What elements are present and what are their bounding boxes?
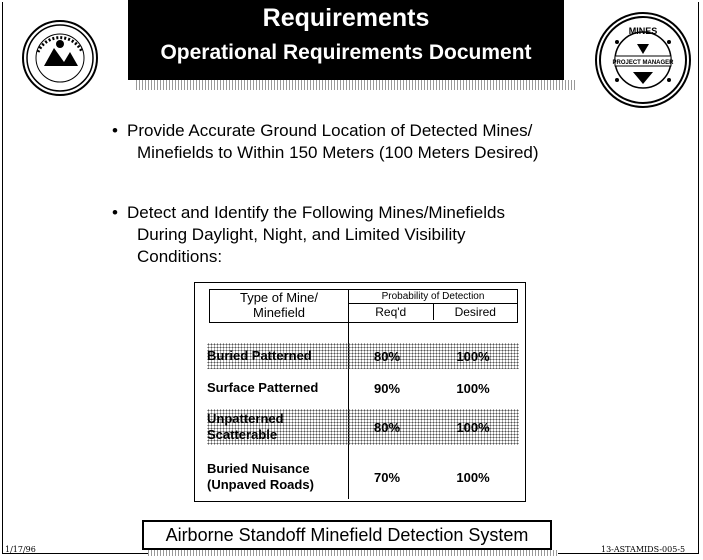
footer-shadow xyxy=(148,550,558,556)
bullet-line: During Daylight, Night, and Limited Visibility xyxy=(137,225,466,244)
table-row xyxy=(207,409,519,445)
bullet-line: Detect and Identify the Following Mines/Minefields xyxy=(127,203,505,222)
header-reqd: Req'd xyxy=(375,305,407,319)
header-desired: Desired xyxy=(433,304,518,320)
slide-date: 1/17/96 xyxy=(5,545,36,554)
footer-title: Airborne Standoff Minefield Detection System xyxy=(142,520,552,550)
bullet-dot: • xyxy=(112,203,118,222)
title-banner xyxy=(128,0,564,80)
detection-table xyxy=(194,282,526,502)
row-reqd: 90% xyxy=(373,380,401,396)
row-reqd: 70% xyxy=(373,469,401,485)
slide-subtitle: Operational Requirements Document xyxy=(160,41,532,64)
row-desired: 100% xyxy=(456,469,490,485)
slide-title: Requirements xyxy=(262,4,430,32)
row-name: Buried Nuisance (Unpaved Roads) xyxy=(207,461,314,492)
header-prob-title: Probability of Detection xyxy=(349,290,517,304)
bullet-line: Minefields to Within 150 Meters (100 Meters Desired) xyxy=(137,143,539,162)
row-name: Surface Patterned xyxy=(207,380,319,395)
header-type-line: Type of Mine/ xyxy=(239,290,319,305)
bullet-dot: • xyxy=(112,121,118,140)
bullet-accuracy xyxy=(112,120,632,164)
header-type-line: Minefield xyxy=(252,305,306,320)
seal-band-text: PROJECT MANAGER xyxy=(612,60,674,66)
table-row xyxy=(207,459,519,495)
row-desired: 100% xyxy=(456,348,490,364)
row-reqd: 80% xyxy=(373,419,401,435)
row-reqd: 80% xyxy=(373,348,401,364)
row-desired: 100% xyxy=(456,380,490,396)
row-desired: 100% xyxy=(456,419,490,435)
table-row xyxy=(207,343,519,369)
countermine-project-manager-seal-icon xyxy=(595,12,691,108)
table-row xyxy=(207,375,519,401)
row-name: Buried Patterned xyxy=(207,348,312,363)
row-name: Unpatterned Scatterable xyxy=(207,411,284,442)
header-probability xyxy=(348,289,518,323)
header-type xyxy=(209,289,349,323)
department-seal-icon xyxy=(22,20,98,96)
bullet-detection xyxy=(112,202,632,268)
bullet-line: Provide Accurate Ground Location of Detected Mines/ xyxy=(127,121,533,140)
title-shadow xyxy=(136,80,576,90)
slide-code: 13-ASTAMIDS-005-5 xyxy=(601,545,686,554)
bullet-line: Conditions: xyxy=(137,247,223,266)
seal-top-text: MINES xyxy=(628,26,658,36)
